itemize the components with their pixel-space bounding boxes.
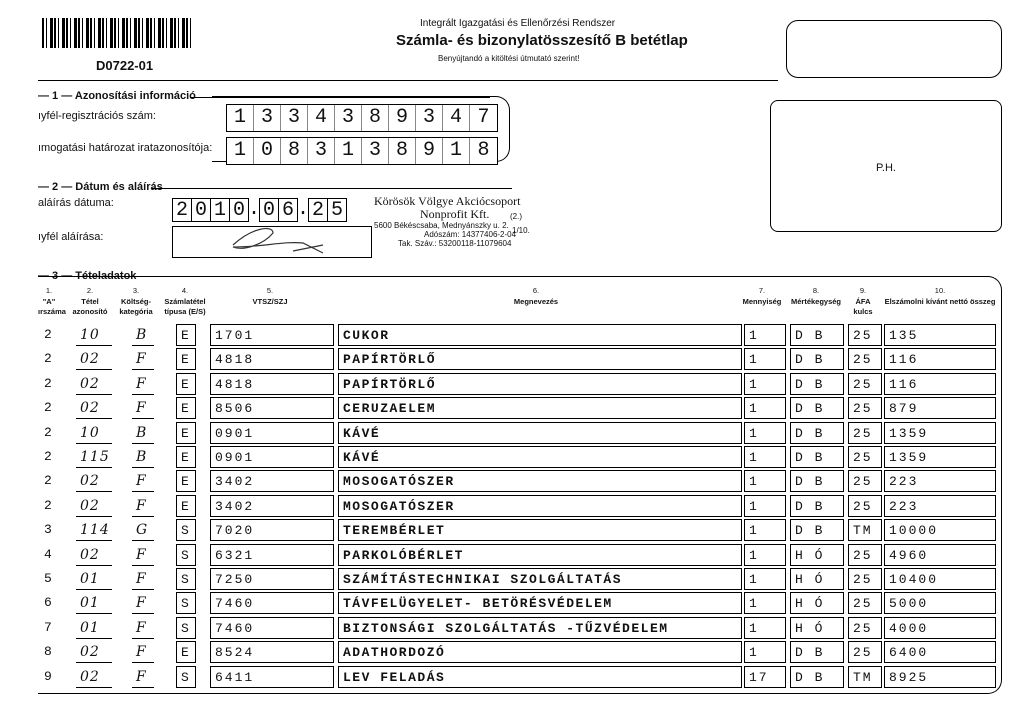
item-name[interactable]: SZÁMÍTÁSTECHNIKAI SZOLGÁLTATÁS: [338, 568, 742, 590]
year-digit: 0: [191, 198, 211, 222]
vtsz-code[interactable]: 7020: [210, 519, 334, 541]
item-id[interactable]: 02: [76, 544, 112, 566]
system-name: Integrált Igazgatási és Ellenőrzési Rendszer: [420, 18, 616, 29]
cost-category[interactable]: F: [132, 495, 154, 517]
column-number: 10.: [934, 286, 946, 295]
item-type[interactable]: S: [176, 519, 196, 541]
table-row: [0, 544, 1024, 566]
quantity[interactable]: 1: [744, 495, 786, 517]
company-tax: Adószám: 14377406-2-04: [424, 230, 517, 239]
item-id[interactable]: 01: [76, 617, 112, 639]
row-number: 2: [40, 422, 66, 444]
quantity[interactable]: 1: [744, 617, 786, 639]
quantity[interactable]: 17: [744, 666, 786, 688]
item-id[interactable]: 02: [76, 348, 112, 370]
item-id[interactable]: 02: [76, 641, 112, 663]
net-amount[interactable]: 10400: [884, 568, 996, 590]
item-type[interactable]: E: [176, 446, 196, 468]
row-number: 2: [40, 373, 66, 395]
item-id[interactable]: 10: [76, 324, 112, 346]
item-name[interactable]: MOSOGATÓSZER: [338, 495, 742, 517]
client-reg-label: ıyfél-regisztrációs szám:: [38, 110, 156, 122]
quantity[interactable]: 1: [744, 641, 786, 663]
decision-digit: 3: [308, 138, 335, 164]
quantity[interactable]: 1: [744, 446, 786, 468]
item-id[interactable]: 02: [76, 495, 112, 517]
month-digit: 6: [278, 198, 298, 222]
cost-category[interactable]: B: [132, 446, 154, 468]
company-form: Nonprofit Kft.: [420, 207, 490, 221]
column-header: ÁFA kulcs: [853, 297, 873, 316]
unit[interactable]: D B: [790, 324, 844, 346]
net-amount[interactable]: 4960: [884, 544, 996, 566]
item-name[interactable]: ADATHORDOZÓ: [338, 641, 742, 663]
table-row: [0, 422, 1024, 444]
table-row: [0, 324, 1024, 346]
item-name[interactable]: CUKOR: [338, 324, 742, 346]
net-amount[interactable]: 8925: [884, 666, 996, 688]
unit[interactable]: D B: [790, 519, 844, 541]
section1-title: — 1 — Azonosítási információ: [38, 90, 196, 102]
item-name[interactable]: PAPÍRTÖRLŐ: [338, 348, 742, 370]
decision-digit: 8: [389, 138, 416, 164]
table-row: [0, 568, 1024, 590]
table-row: [0, 592, 1024, 614]
quantity[interactable]: 1: [744, 568, 786, 590]
column-number: 8.: [812, 286, 820, 295]
item-type[interactable]: E: [176, 373, 196, 395]
row-number: 5: [40, 568, 66, 590]
row-number: 2: [40, 446, 66, 468]
cost-category[interactable]: F: [132, 666, 154, 688]
reg-digit: 3: [335, 105, 362, 131]
date-separator: .: [297, 198, 310, 221]
reg-digit: 8: [362, 105, 389, 131]
stamp-note-page: 1/10.: [512, 226, 530, 235]
vat-rate[interactable]: 25: [848, 544, 882, 566]
column-header: Költség- kategória: [119, 297, 153, 316]
reg-digit: 1: [227, 105, 254, 131]
item-name[interactable]: BIZTONSÁGI SZOLGÁLTATÁS -TŰZVÉDELEM: [338, 617, 742, 639]
company-stamp: [374, 195, 520, 248]
row-number: 8: [40, 641, 66, 663]
vtsz-code[interactable]: 4818: [210, 348, 334, 370]
unit[interactable]: D B: [790, 470, 844, 492]
net-amount[interactable]: 10000: [884, 519, 996, 541]
seal-label: P.H.: [876, 162, 896, 174]
reg-digit: 4: [443, 105, 470, 131]
item-name[interactable]: PAPÍRTÖRLŐ: [338, 373, 742, 395]
decision-digit: 1: [335, 138, 362, 164]
decision-digit: 1: [227, 138, 254, 164]
company-address: 5600 Békéscsaba, Mednyánszky u. 2.: [374, 221, 509, 230]
item-name[interactable]: TÁVFELÜGYELET- BETÖRÉSVÉDELEM: [338, 592, 742, 614]
net-amount[interactable]: 4000: [884, 617, 996, 639]
column-header: Mértékegység: [790, 297, 842, 306]
item-name[interactable]: CERUZAELEM: [338, 397, 742, 419]
client-reg-number[interactable]: [226, 104, 498, 132]
net-amount[interactable]: 135: [884, 324, 996, 346]
vat-rate[interactable]: 25: [848, 495, 882, 517]
item-name[interactable]: KÁVÉ: [338, 446, 742, 468]
vat-rate[interactable]: 25: [848, 592, 882, 614]
vtsz-code[interactable]: 7250: [210, 568, 334, 590]
cost-category[interactable]: F: [132, 568, 154, 590]
row-number: 9: [40, 666, 66, 688]
row-number: 2: [40, 495, 66, 517]
row-number: 4: [40, 544, 66, 566]
column-header: Mennyiség: [742, 297, 782, 306]
signature-label: ıyfél aláírása:: [38, 231, 104, 243]
vat-rate[interactable]: 25: [848, 397, 882, 419]
unit[interactable]: D B: [790, 373, 844, 395]
unit[interactable]: H Ó: [790, 568, 844, 590]
table-row: [0, 348, 1024, 370]
unit[interactable]: D B: [790, 422, 844, 444]
item-id[interactable]: 114: [76, 519, 112, 541]
row-number: 2: [40, 324, 66, 346]
table-row: [0, 495, 1024, 517]
decision-digit: 3: [362, 138, 389, 164]
column-header: "A" ırszáma: [38, 297, 66, 316]
stamp-note: (2.): [510, 212, 522, 221]
unit[interactable]: D B: [790, 666, 844, 688]
item-name[interactable]: LEV FELADÁS: [338, 666, 742, 688]
decision-digit: 1: [443, 138, 470, 164]
section2-title: — 2 — Dátum és aláírás: [38, 181, 163, 193]
year-digit: 0: [229, 198, 249, 222]
item-id[interactable]: 115: [76, 446, 112, 468]
section3-title: — 3 — Tételadatok: [38, 270, 137, 282]
reg-digit: 3: [416, 105, 443, 131]
vat-rate[interactable]: 25: [848, 617, 882, 639]
day-digit: 2: [308, 198, 328, 222]
vtsz-code[interactable]: 0901: [210, 446, 334, 468]
column-number: 4.: [181, 286, 189, 295]
vat-rate[interactable]: 25: [848, 470, 882, 492]
item-name[interactable]: MOSOGATÓSZER: [338, 470, 742, 492]
year-digit: 2: [172, 198, 192, 222]
vat-rate[interactable]: 25: [848, 373, 882, 395]
unit[interactable]: H Ó: [790, 544, 844, 566]
item-type[interactable]: E: [176, 422, 196, 444]
item-type[interactable]: E: [176, 324, 196, 346]
column-header: Tétel azonosító: [72, 297, 108, 316]
vat-rate[interactable]: 25: [848, 324, 882, 346]
quantity[interactable]: 1: [744, 470, 786, 492]
net-amount[interactable]: 879: [884, 397, 996, 419]
decision-id-label: ımogatási határozat iratazonosítója:: [38, 142, 213, 154]
net-amount[interactable]: 223: [884, 470, 996, 492]
table-row: [0, 617, 1024, 639]
decision-digit: 8: [281, 138, 308, 164]
net-amount[interactable]: 1359: [884, 422, 996, 444]
vat-rate[interactable]: 25: [848, 641, 882, 663]
unit[interactable]: H Ó: [790, 617, 844, 639]
item-id[interactable]: 02: [76, 470, 112, 492]
quantity[interactable]: 1: [744, 397, 786, 419]
signature-field[interactable]: [172, 226, 372, 258]
vtsz-code[interactable]: 1701: [210, 324, 334, 346]
item-type[interactable]: S: [176, 568, 196, 590]
quantity[interactable]: 1: [744, 519, 786, 541]
vat-rate[interactable]: 25: [848, 348, 882, 370]
vtsz-code[interactable]: 4818: [210, 373, 334, 395]
month-digit: 0: [259, 198, 279, 222]
column-header: Megnevezés: [513, 297, 559, 306]
table-row: [0, 397, 1024, 419]
unit[interactable]: D B: [790, 397, 844, 419]
cost-category[interactable]: F: [132, 617, 154, 639]
registration-stamp-box: [786, 20, 1002, 78]
vtsz-code[interactable]: 6321: [210, 544, 334, 566]
day-digit: 5: [327, 198, 347, 222]
item-type[interactable]: E: [176, 470, 196, 492]
table-row: [0, 519, 1024, 541]
table-row: [0, 470, 1024, 492]
cost-category[interactable]: B: [132, 324, 154, 346]
reg-digit: 7: [477, 106, 490, 129]
cost-category[interactable]: F: [132, 373, 154, 395]
table-row: [0, 446, 1024, 468]
item-name[interactable]: PARKOLÓBÉRLET: [338, 544, 742, 566]
quantity[interactable]: 1: [744, 592, 786, 614]
item-id[interactable]: 10: [76, 422, 112, 444]
signature-scribble-icon: [173, 221, 373, 261]
vtsz-code[interactable]: 6411: [210, 666, 334, 688]
section2-rule: [152, 188, 512, 189]
column-header: Elszámolni kívánt nettó összeg: [884, 297, 996, 306]
cost-category[interactable]: G: [132, 519, 154, 541]
net-amount[interactable]: 223: [884, 495, 996, 517]
row-number: 7: [40, 617, 66, 639]
net-amount[interactable]: 5000: [884, 592, 996, 614]
item-type[interactable]: E: [176, 641, 196, 663]
row-number: 3: [40, 519, 66, 541]
table-row: [0, 666, 1024, 688]
signing-date[interactable]: [172, 198, 346, 222]
quantity[interactable]: 1: [744, 348, 786, 370]
cost-category[interactable]: F: [132, 544, 154, 566]
quantity[interactable]: 1: [744, 373, 786, 395]
vtsz-code[interactable]: 3402: [210, 470, 334, 492]
unit[interactable]: H Ó: [790, 592, 844, 614]
page-title: Számla- és bizonylatösszesítő B betétlap: [396, 32, 688, 49]
barcode: [42, 18, 192, 48]
item-type[interactable]: S: [176, 544, 196, 566]
unit[interactable]: D B: [790, 446, 844, 468]
vtsz-code[interactable]: 3402: [210, 495, 334, 517]
net-amount[interactable]: 116: [884, 348, 996, 370]
unit[interactable]: D B: [790, 348, 844, 370]
column-number: 2.: [86, 286, 94, 295]
row-number: 2: [40, 348, 66, 370]
column-number: 5.: [266, 286, 274, 295]
company-name: Körösök Völgye Akciócsoport: [374, 194, 521, 208]
row-number: 2: [40, 470, 66, 492]
decision-digit: 8: [477, 139, 490, 162]
item-type[interactable]: S: [176, 617, 196, 639]
year-digit: 1: [210, 198, 230, 222]
header-divider: [38, 80, 778, 81]
item-type[interactable]: E: [176, 348, 196, 370]
item-id[interactable]: 02: [76, 666, 112, 688]
item-type[interactable]: S: [176, 666, 196, 688]
table-row: [0, 373, 1024, 395]
column-header: Számlatétel típusa (E/S): [164, 297, 206, 316]
vat-rate[interactable]: 25: [848, 422, 882, 444]
date-separator: .: [248, 198, 261, 221]
unit[interactable]: D B: [790, 495, 844, 517]
item-id[interactable]: 02: [76, 373, 112, 395]
decision-id-number[interactable]: [226, 137, 498, 165]
item-type[interactable]: E: [176, 397, 196, 419]
row-number: 2: [40, 397, 66, 419]
quantity[interactable]: 1: [744, 324, 786, 346]
item-name[interactable]: TEREMBÉRLET: [338, 519, 742, 541]
cost-category[interactable]: F: [132, 397, 154, 419]
row-number: 6: [40, 592, 66, 614]
net-amount[interactable]: 116: [884, 373, 996, 395]
item-type[interactable]: S: [176, 592, 196, 614]
net-amount[interactable]: 6400: [884, 641, 996, 663]
table-row: [0, 641, 1024, 663]
item-id[interactable]: 02: [76, 397, 112, 419]
vtsz-code[interactable]: 7460: [210, 617, 334, 639]
vat-rate[interactable]: TM: [848, 666, 882, 688]
item-name[interactable]: KÁVÉ: [338, 422, 742, 444]
signing-date-label: aláírás dátuma:: [38, 197, 114, 209]
quantity[interactable]: 1: [744, 422, 786, 444]
company-bank: Tak. Száv.: 53200118-11079604: [398, 239, 512, 248]
item-type[interactable]: E: [176, 495, 196, 517]
column-header: VTSZ/SZJ: [252, 297, 288, 306]
column-number: 3.: [132, 286, 140, 295]
vat-rate[interactable]: 25: [848, 446, 882, 468]
vat-rate[interactable]: 25: [848, 568, 882, 590]
net-amount[interactable]: 1359: [884, 446, 996, 468]
column-number: 9.: [859, 286, 867, 295]
column-number: 1.: [45, 286, 53, 295]
cost-category[interactable]: F: [132, 592, 154, 614]
page-subtitle: Benyújtandó a kitöltési útmutató szerint!: [438, 54, 580, 63]
item-id[interactable]: 01: [76, 592, 112, 614]
decision-digit: 9: [416, 138, 443, 164]
vtsz-code[interactable]: 8506: [210, 397, 334, 419]
reg-digit: 3: [281, 105, 308, 131]
cost-category[interactable]: F: [132, 641, 154, 663]
unit[interactable]: D B: [790, 641, 844, 663]
column-number: 6.: [532, 286, 540, 295]
cost-category[interactable]: F: [132, 470, 154, 492]
reg-digit: 9: [389, 105, 416, 131]
cost-category[interactable]: B: [132, 422, 154, 444]
column-number: 7.: [758, 286, 766, 295]
item-id[interactable]: 01: [76, 568, 112, 590]
quantity[interactable]: 1: [744, 544, 786, 566]
vtsz-code[interactable]: 8524: [210, 641, 334, 663]
vat-rate[interactable]: TM: [848, 519, 882, 541]
reg-digit: 3: [254, 105, 281, 131]
cost-category[interactable]: F: [132, 348, 154, 370]
reg-digit: 4: [308, 105, 335, 131]
vtsz-code[interactable]: 0901: [210, 422, 334, 444]
form-code: D0722-01: [96, 58, 154, 73]
decision-digit: 0: [254, 138, 281, 164]
vtsz-code[interactable]: 7460: [210, 592, 334, 614]
